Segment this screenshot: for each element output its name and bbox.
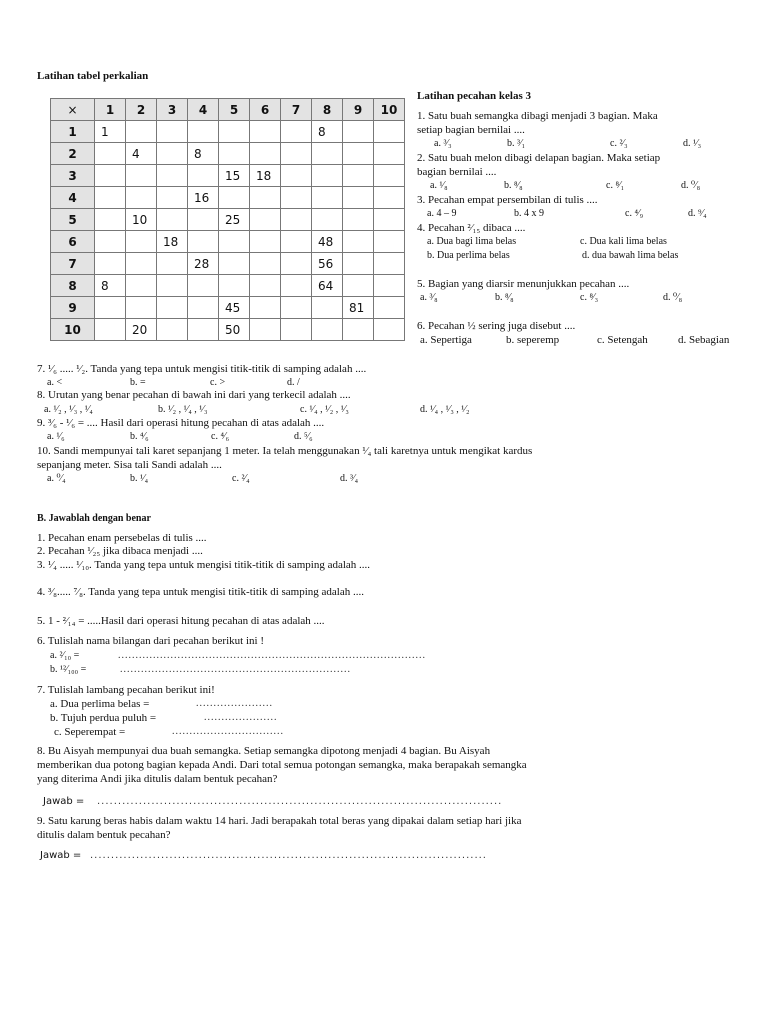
q9-option: c. ⁴⁄₆	[211, 431, 230, 442]
table-cell	[157, 319, 188, 341]
q6-line: 6. Pecahan ½ sering juga disebut ....	[417, 320, 576, 332]
q3-option: a. 4 – 9	[427, 208, 457, 219]
table-row	[51, 319, 405, 341]
table-cell	[95, 143, 126, 165]
q3-option: c. ⁴⁄₉	[625, 208, 644, 219]
q4-option: a. Dua bagi lima belas	[427, 236, 517, 247]
q1-option: b. ³⁄₁	[507, 138, 526, 149]
left-title: Latihan tabel perkalian	[37, 70, 149, 82]
b6-line: 6. Tulislah nama bilangan dari pecahan berikut ini !	[37, 635, 264, 647]
q2-option: a. ¹⁄₈	[430, 180, 448, 191]
table-cell	[281, 209, 312, 231]
q3-line: 3. Pecahan empat persembilan di tulis ....	[417, 194, 598, 206]
table-cell	[250, 209, 281, 231]
table-cell	[157, 143, 188, 165]
table-cell	[312, 143, 343, 165]
q2-line-b: bagian bernilai ....	[417, 166, 497, 178]
table-row	[51, 143, 405, 165]
table-cell: 1	[95, 121, 126, 143]
table-cell: 4	[126, 143, 157, 165]
table-cell	[374, 297, 405, 319]
table-row-head: 3	[51, 165, 95, 187]
right-title: Latihan pecahan kelas 3	[417, 90, 531, 102]
table-cell: 10	[126, 209, 157, 231]
q8-option: a. ¹⁄₂ , ¹⁄₃ , ¹⁄₄	[44, 404, 93, 415]
table-cell: 8	[95, 275, 126, 297]
table-row-head: 8	[51, 275, 95, 297]
table-cell: 16	[188, 187, 219, 209]
b6-b-label: b. ¹²⁄₁₀₀ =	[50, 664, 87, 675]
q7-option: d. /	[287, 377, 300, 388]
q5-option: a. ³⁄₈	[420, 292, 438, 303]
table-cell	[157, 187, 188, 209]
b7-b-answer-line[interactable]: .....................	[204, 712, 278, 723]
table-row-head: 10	[51, 319, 95, 341]
table-cell	[374, 231, 405, 253]
q8-option: d. ¹⁄₄ , ¹⁄₃ , ¹⁄₂	[420, 404, 470, 415]
b7-c-label: c. Seperempat =	[54, 726, 126, 738]
table-cell	[374, 209, 405, 231]
table-cell	[126, 253, 157, 275]
table-cell	[374, 121, 405, 143]
table-cell	[126, 231, 157, 253]
table-cell	[281, 253, 312, 275]
table-row	[51, 275, 405, 297]
table-header-cell: 9	[343, 99, 374, 121]
q1-line-a: 1. Satu buah semangka dibagi menjadi 3 bagian. Maka	[417, 110, 658, 122]
table-cell: 18	[157, 231, 188, 253]
table-cell	[95, 253, 126, 275]
b7-c-answer-line[interactable]: ................................	[172, 726, 284, 737]
q5-line: 5. Bagian yang diarsir menunjukkan pecahan ....	[417, 278, 630, 290]
b8-jawab-label: Jawab =	[43, 796, 85, 807]
table-row	[51, 209, 405, 231]
table-cell: 48	[312, 231, 343, 253]
table-cell	[281, 165, 312, 187]
table-cell	[343, 121, 374, 143]
table-row-head: 5	[51, 209, 95, 231]
table-cell	[343, 209, 374, 231]
q6-option: d. Sebagian	[678, 334, 730, 346]
b8-line-c: yang diterima Andi jika ditulis dalam bentuk pecahan?	[37, 773, 278, 785]
q9-option: d. ⁵⁄₆	[294, 431, 313, 442]
table-header-cell: 7	[281, 99, 312, 121]
table-cell	[188, 165, 219, 187]
table-cell	[126, 275, 157, 297]
table-cell	[219, 253, 250, 275]
q7-line: 7. ¹⁄₆ ..... ¹⁄₂. Tanda yang tepa untuk mengisi titik-titik di samping adalah ....	[37, 363, 367, 375]
b6-a-answer-line[interactable]: ........................................................................................	[118, 650, 426, 661]
table-cell	[374, 253, 405, 275]
table-cell	[281, 275, 312, 297]
table-row-head: 9	[51, 297, 95, 319]
table-row-head: 1	[51, 121, 95, 143]
table-cell	[188, 209, 219, 231]
table-cell	[157, 121, 188, 143]
table-row-head: 4	[51, 187, 95, 209]
q3-option: b. 4 x 9	[514, 208, 544, 219]
table-header-row	[51, 99, 405, 121]
table-cell	[95, 231, 126, 253]
table-cell	[219, 231, 250, 253]
q4-option: d. dua bawah lima belas	[582, 250, 679, 261]
table-header-cell: 2	[126, 99, 157, 121]
table-cell	[157, 275, 188, 297]
q7-option: b. =	[130, 377, 146, 388]
b3-line: 3. ¹⁄₄ ..... ¹⁄₁₀. Tanda yang tepa untuk mengisi titik-titik di samping adalah ....	[37, 559, 371, 571]
table-cell: 20	[126, 319, 157, 341]
table-cell	[157, 165, 188, 187]
table-cell	[281, 187, 312, 209]
table-cell	[281, 319, 312, 341]
table-cell	[250, 143, 281, 165]
table-header-cell: 3	[157, 99, 188, 121]
table-row-head: 7	[51, 253, 95, 275]
table-cell	[219, 275, 250, 297]
table-row	[51, 187, 405, 209]
table-cell	[188, 319, 219, 341]
table-cell	[281, 297, 312, 319]
b1-line: 1. Pecahan enam persebelas di tulis ....	[37, 532, 207, 544]
table-cell	[188, 231, 219, 253]
q10-line-a: 10. Sandi mempunyai tali karet sepanjang 1 meter. Ia telah menggunakan ¹⁄₄ tali karetnya untuk mengikat kardus	[37, 445, 533, 457]
q10-option: a. ⁰⁄₄	[47, 473, 66, 484]
q6-option: b. seperemp	[506, 334, 560, 346]
table-cell	[188, 121, 219, 143]
b9-line-a: 9. Satu karung beras habis dalam waktu 14 hari. Jadi berapakah total beras yang dipakai dalam setiap hari jika	[37, 815, 522, 827]
table-cell: 45	[219, 297, 250, 319]
b4-line: 4. ³⁄₈..... ⁷⁄₈. Tanda yang tepa untuk mengisi titik-titik di samping adalah ....	[37, 586, 364, 598]
table-row	[51, 253, 405, 275]
table-cell	[312, 297, 343, 319]
b8-line-b: memberikan dua potong bagian kepada Andi. Dari total semua potongan semangka, maka berapakah semangka	[37, 759, 527, 771]
table-cell: 15	[219, 165, 250, 187]
q10-option: c. ²⁄₄	[232, 473, 250, 484]
table-row	[51, 121, 405, 143]
b6-a-label: a. ²⁄₁₀ =	[50, 650, 80, 661]
table-cell	[250, 253, 281, 275]
table-cell	[343, 319, 374, 341]
q4-option: c. Dua kali lima belas	[580, 236, 667, 247]
q5-option: b. ⁸⁄₈	[495, 292, 514, 303]
table-cell	[250, 319, 281, 341]
b6-b-answer-line[interactable]: ..................................................................	[120, 664, 351, 675]
table-cell	[343, 165, 374, 187]
multiplication-table	[50, 98, 405, 341]
table-cell	[157, 253, 188, 275]
table-cell: 50	[219, 319, 250, 341]
table-header-cell: 6	[250, 99, 281, 121]
table-header-cell: 10	[374, 99, 405, 121]
q5-option: d. ⁰⁄₈	[663, 292, 683, 303]
table-cell	[312, 209, 343, 231]
b2-line: 2. Pecahan ¹⁄₂₅ jika dibaca menjadi ....	[37, 545, 203, 557]
q1-option: d. ¹⁄₃	[683, 138, 702, 149]
table-cell	[126, 121, 157, 143]
table-cell	[312, 319, 343, 341]
table-cell: 18	[250, 165, 281, 187]
q9-option: b. ⁴⁄₆	[130, 431, 149, 442]
table-cell	[95, 187, 126, 209]
table-row-head: 6	[51, 231, 95, 253]
table-cell	[95, 165, 126, 187]
b7-a-label: a. Dua perlima belas =	[50, 698, 150, 710]
table-cell: 25	[219, 209, 250, 231]
table-cell	[126, 187, 157, 209]
table-cell	[126, 297, 157, 319]
table-cell	[188, 275, 219, 297]
table-cell	[343, 231, 374, 253]
q9-option: a. ¹⁄₆	[47, 431, 65, 442]
q1-line-b: setiap bagian bernilai ....	[417, 124, 525, 136]
q6-option: a. Sepertiga	[420, 334, 472, 346]
table-cell	[374, 275, 405, 297]
q6-option: c. Setengah	[597, 334, 648, 346]
table-cell: 8	[312, 121, 343, 143]
q4-option: b. Dua perlima belas	[427, 250, 510, 261]
q7-option: a. <	[47, 377, 63, 388]
b5-line: 5. 1 - ²⁄₁₄ = .....Hasil dari operasi hitung pecahan di atas adalah ....	[37, 615, 325, 627]
q8-option: c. ¹⁄₄ , ¹⁄₂ , ¹⁄₃	[300, 404, 349, 415]
b9-line-b: ditulis dalam bentuk pecahan?	[37, 829, 171, 841]
table-cell	[281, 121, 312, 143]
b9-jawab-label: Jawab =	[40, 850, 82, 861]
table-cell	[188, 297, 219, 319]
table-cell	[281, 231, 312, 253]
table-row-head: 2	[51, 143, 95, 165]
q10-option: b. ¹⁄₄	[130, 473, 149, 484]
b8-line-a: 8. Bu Aisyah mempunyai dua buah semangka. Setiap semangka dipotong menjadi 4 bagian. Bu Aisyah	[37, 745, 491, 757]
table-cell	[374, 165, 405, 187]
table-cell	[157, 297, 188, 319]
table-row	[51, 231, 405, 253]
table-cell	[95, 297, 126, 319]
q4-line: 4. Pecahan ²⁄₁₅ dibaca ....	[417, 222, 526, 234]
table-cell	[250, 121, 281, 143]
table-cell: 28	[188, 253, 219, 275]
q2-line-a: 2. Satu buah melon dibagi delapan bagian. Maka setiap	[417, 152, 661, 164]
table-cell	[250, 275, 281, 297]
b7-a-answer-line[interactable]: ......................	[196, 698, 273, 709]
q8-line: 8. Urutan yang benar pecahan di bawah ini dari yang terkecil adalah ....	[37, 389, 351, 401]
b9-answer-line[interactable]: ...............................................................................................	[90, 850, 487, 861]
table-header-cell: 4	[188, 99, 219, 121]
q10-option: d. ³⁄₄	[340, 473, 359, 484]
table-cell	[250, 231, 281, 253]
b7-line: 7. Tulislah lambang pecahan berikut ini!	[37, 684, 215, 696]
table-cell	[281, 143, 312, 165]
b8-answer-line[interactable]: .................................................................................................	[97, 796, 503, 807]
table-cell	[312, 187, 343, 209]
table-header-cell: 5	[219, 99, 250, 121]
q7-option: c. >	[210, 377, 226, 388]
b7-b-label: b. Tujuh perdua puluh =	[50, 712, 157, 724]
table-cell: 81	[343, 297, 374, 319]
table-cell	[250, 297, 281, 319]
table-cell: 8	[188, 143, 219, 165]
table-cell	[374, 143, 405, 165]
table-row	[51, 165, 405, 187]
table-header-cell: 1	[95, 99, 126, 121]
table-cell	[157, 209, 188, 231]
q8-option: b. ¹⁄₂ , ¹⁄₄ , ¹⁄₃	[158, 404, 208, 415]
table-row	[51, 297, 405, 319]
table-cell	[343, 253, 374, 275]
q1-option: c. ²⁄₃	[610, 138, 628, 149]
q2-option: b. ⁸⁄₈	[504, 180, 523, 191]
q2-option: d. ⁰⁄₈	[681, 180, 701, 191]
table-cell	[343, 275, 374, 297]
q1-option: a. ³⁄₃	[434, 138, 452, 149]
table-cell	[126, 165, 157, 187]
table-cell	[374, 319, 405, 341]
table-cell	[95, 209, 126, 231]
table-cell	[219, 121, 250, 143]
table-cell	[343, 143, 374, 165]
q3-option: d. ⁹⁄₄	[688, 208, 707, 219]
table-cell	[374, 187, 405, 209]
q9-line: 9. ³⁄₆ - ¹⁄₆ = .... Hasil dari operasi hitung pecahan di atas adalah ....	[37, 417, 325, 429]
q5-option: c. ⁸⁄₃	[580, 292, 599, 303]
table-cell: 56	[312, 253, 343, 275]
table-cell	[343, 187, 374, 209]
table-cell: 64	[312, 275, 343, 297]
q10-line-b: sepanjang meter. Sisa tali Sandi adalah ....	[37, 459, 222, 471]
table-cell	[219, 187, 250, 209]
section-b-title: B. Jawablah dengan benar	[37, 513, 151, 524]
table-cell	[95, 319, 126, 341]
table-cell	[219, 143, 250, 165]
table-header-cell: ×	[51, 99, 95, 121]
table-header-cell: 8	[312, 99, 343, 121]
table-cell	[250, 187, 281, 209]
q2-option: c. ⁸⁄₁	[606, 180, 625, 191]
table-cell	[312, 165, 343, 187]
